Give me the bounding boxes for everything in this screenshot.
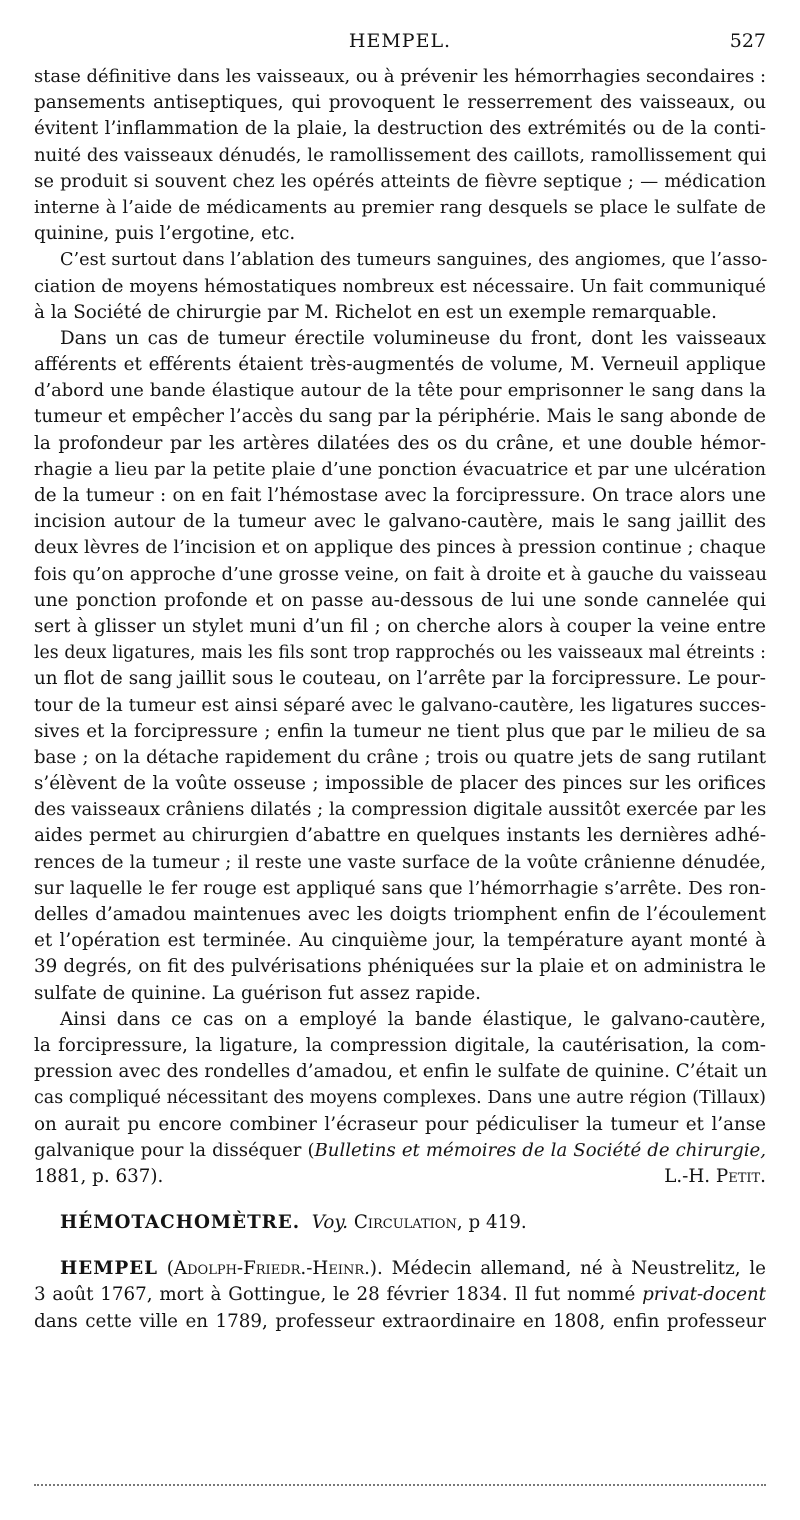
page-body	[34, 64, 766, 1335]
paragraph-2	[34, 247, 766, 326]
text-line: sulfate de quinine. La guérison fut assez rapide.	[34, 982, 481, 1004]
paragraph-1	[34, 64, 766, 247]
entry-forenames: (Adolph-Friedr.-Heinr.).	[166, 1258, 383, 1280]
text-line: on aurait pu encore combiner l’écraseur pour pédiculiser la tumeur et l’anse	[34, 1113, 766, 1135]
text-line: d’abord une bande élastique autour de la tête pour emprisonner le sang dans la	[34, 380, 766, 402]
spacer	[34, 1190, 766, 1210]
citation-lead: galvanique pour la disséquer (	[34, 1139, 315, 1161]
text-line: incision autour de la tumeur avec le galvano-cautère, mais le sang jaillit des	[34, 511, 766, 533]
text-line: sert à glisser un stylet muni d’un fil ; on cherche alors à couper la veine entre	[34, 615, 766, 637]
text-line: interne à l’aide de médicaments au premier rang desquels se place le sulfate de	[34, 196, 766, 218]
citation-title: Bulletins et mémoires de la Société de chirurgie,	[314, 1139, 766, 1161]
text-line: un flot de sang jaillit sous le couteau, on l’arrête par la forcipressure. Le pour-	[34, 668, 766, 690]
text-line: s’élèvent de la voûte osseuse ; impossible de placer des pinces sur les orifices	[34, 773, 766, 795]
text-line: à la Société de chirurgie par M. Richelot en est un exemple remarquable.	[34, 301, 717, 323]
text-line: sur laquelle le fer rouge est appliqué sans que l’hémorrhagie s’arrête. Des ron-	[34, 877, 766, 899]
see-also-label: Voy.	[311, 1212, 349, 1234]
text-line: et l’opération est terminée. Au cinquième jour, la température ayant monté à	[34, 930, 766, 952]
entry-italic-term: privat-docent	[642, 1284, 767, 1306]
text-line: dans cette ville en 1789, professeur extraordinaire en 1808, enfin professeur	[34, 1310, 766, 1332]
entry-headword: HÉMOTACHOMÈTRE.	[60, 1212, 301, 1234]
text-line: deux lèvres de l’incision et on applique des pinces à pression continue ; chaque	[34, 537, 766, 559]
text-line: la profondeur par les artères dilatées des os du crâne, et une double hémor-	[34, 432, 766, 454]
text-line: 39 degrés, on fit des pulvérisations phéniquées sur la plaie et on administra le	[34, 956, 766, 978]
spacer	[34, 1236, 766, 1256]
entry-text: Médecin allemand, né à Neustrelitz, le	[391, 1258, 767, 1280]
text-line: base ; on la détache rapidement du crâne ; trois ou quatre jets de sang rutilant	[34, 746, 766, 768]
citation-line	[34, 1138, 766, 1164]
text-line: pansements antiseptiques, qui provoquent le resserrement des vaisseaux, ou	[34, 92, 766, 114]
text-line	[34, 1256, 766, 1282]
text-line: rences de la tumeur ; il reste une vaste surface de la voûte crânienne dénudée,	[34, 851, 766, 873]
text-line: Dans un cas de tumeur érectile volumineuse du front, dont les vaisseaux	[60, 327, 766, 349]
footer-rule	[34, 1484, 766, 1486]
text-line: fois qu’on approche d’une grosse veine, on fait à droite et à gauche du vaisseau	[34, 563, 768, 585]
running-head-title: HEMPEL.	[348, 30, 452, 52]
paragraph-3	[34, 326, 766, 1007]
text-line: C’est surtout dans l’ablation des tumeurs sanguines, des angiomes, que l’asso-	[60, 250, 768, 271]
text-line: de la tumeur : on en fait l’hémostase avec la forcipressure. On trace alors une	[34, 485, 766, 506]
entry-headword: HEMPEL	[60, 1258, 158, 1280]
text-line: quinine, puis l’ergotine, etc.	[34, 223, 296, 245]
running-header	[34, 30, 766, 56]
citation-end-line	[34, 1164, 766, 1190]
text-line: delles d’amadou maintenues avec les doigts triomphent enfin de l’écoulement	[34, 904, 766, 925]
text-line: tumeur et empêcher l’accès du sang par la périphérie. Mais le sang abonde de	[34, 406, 766, 428]
page-number: 527	[729, 30, 766, 52]
entry-text: 3 août 1767, mort à Gottingue, le 28 février 1834. Il fut nommé	[34, 1284, 636, 1306]
text-line	[34, 1282, 766, 1308]
entry-hemotachometre	[34, 1210, 766, 1236]
text-line: se produit si souvent chez les opérés atteints de fièvre septique ; — médication	[34, 170, 766, 192]
text-line: la forcipressure, la ligature, la compression digitale, la cautérisation, la com-	[34, 1034, 766, 1056]
cross-reference: Circulation,	[353, 1212, 463, 1234]
author-signature: L.-H. Petit.	[664, 1165, 766, 1187]
text-line: afférents et efférents étaient très-augmentés de volume, M. Verneuil applique	[34, 354, 766, 376]
text-line: sives et la forcipressure ; enfin la tumeur ne tient plus que par le milieu de sa	[34, 720, 766, 742]
text-line: ciation de moyens hémostatiques nombreux est nécessaire. Un fait communiqué	[34, 275, 766, 297]
paragraph-4	[34, 1007, 766, 1190]
cross-reference-page: p 419.	[468, 1212, 527, 1234]
text-line: évitent l’inflammation de la plaie, la destruction des extrémités ou de la conti-	[34, 118, 766, 140]
text-line: rhagie a lieu par la petite plaie d’une ponction évacuatrice et par une ulcération	[34, 458, 766, 480]
text-line: pression avec des rondelles d’amadou, et enfin le sulfate de quinine. C’était un	[34, 1061, 768, 1083]
citation-year-page: 1881, p. 637).	[34, 1165, 164, 1187]
text-line: des vaisseaux crâniens dilatés ; la compression digitale aussitôt exercée par les	[34, 799, 767, 821]
entry-hempel	[34, 1256, 766, 1335]
text-line: tour de la tumeur est ainsi séparé avec le galvano-cautère, les ligatures succes-	[34, 694, 767, 716]
text-line: stase définitive dans les vaisseaux, ou à prévenir les hémorrhagies secondaires :	[34, 66, 766, 87]
text-line: une ponction profonde et on passe au-dessous de lui une sonde cannelée qui	[34, 589, 766, 611]
text-line: Ainsi dans ce cas on a employé la bande élastique, le galvano-cautère,	[60, 1008, 766, 1030]
text-line: aides permet au chirurgien d’abattre en quelques instants les dernières adhé-	[34, 825, 766, 847]
text-line: les deux ligatures, mais les fils sont trop rapprochés ou les vaisseaux mal étreints :	[34, 643, 766, 664]
text-line: cas compliqué nécessitant des moyens complexes. Dans une autre région (Tillaux)	[34, 1088, 766, 1109]
text-line: nuité des vaisseaux dénudés, le ramollissement des caillots, ramollissement qui	[34, 144, 767, 166]
